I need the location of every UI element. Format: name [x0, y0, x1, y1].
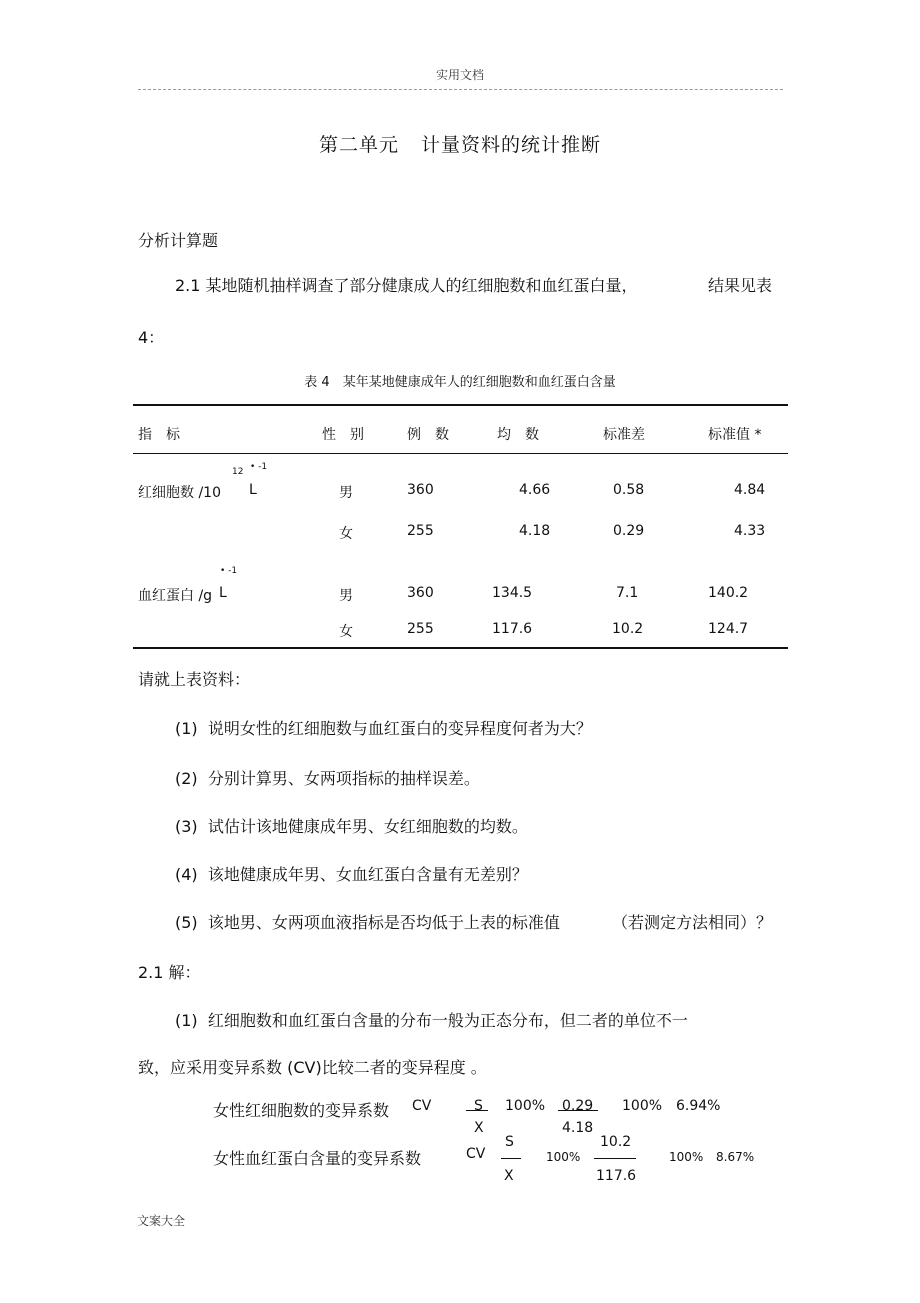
question-5-text: 该地男、女两项血液指标是否均低于上表的标准值: [207, 913, 560, 932]
title-unit: 第二单元: [318, 134, 399, 156]
row4-sex: 女: [339, 624, 353, 640]
hb-unit-superscript: • -1: [220, 566, 238, 576]
hb-label: 血红蛋白 /g: [138, 588, 213, 604]
formula2-pct1: 100%: [546, 1150, 581, 1164]
row3-n: 360: [407, 585, 434, 601]
question-5-note: （若测定方法相同）？: [612, 913, 773, 932]
hb-unit: L: [219, 585, 227, 601]
solution-1-line1: [175, 1008, 688, 1031]
formula2-label: 女性血红蛋白含量的变异系数: [213, 1149, 422, 1168]
row3-sex: 男: [339, 588, 353, 604]
question-1: [175, 716, 592, 739]
formula2-x: X: [504, 1168, 514, 1184]
row1-sex: 男: [339, 485, 353, 501]
formula2-denominator: 117.6: [596, 1168, 637, 1184]
col-header-count: 例 数: [407, 427, 449, 443]
row4-mean: 117.6: [492, 621, 533, 637]
col-header-mean: 均 数: [497, 427, 539, 443]
question-3-text: 试估计该地健康成年男、女红细胞数的均数。: [207, 817, 528, 836]
formula1-numerator: 0.29: [562, 1098, 594, 1114]
table-top-rule: [133, 404, 788, 406]
row2-n: 255: [407, 523, 434, 539]
page-header: 实用文档: [435, 68, 484, 82]
formula1-cv: CV: [412, 1098, 432, 1114]
col-header-indicator: 指 标: [138, 427, 180, 443]
question-4-text: 该地健康成年男、女血红蛋白含量有无差别？: [207, 865, 528, 884]
formula2-cv: CV: [466, 1146, 486, 1162]
rbc-label: 红细胞数 /10: [138, 485, 221, 501]
formula2-frac-bar-1: [501, 1158, 521, 1159]
table-caption: 表 4 某年某地健康成年人的红细胞数和血红蛋白含量: [304, 375, 616, 390]
header-divider: [138, 89, 783, 90]
question-3: [175, 814, 528, 837]
question-1-num: (1): [175, 719, 198, 738]
row3-std: 140.2: [708, 585, 749, 601]
rbc-exponent: 12: [232, 467, 244, 477]
question-1-text: 说明女性的红细胞数与血红蛋白的变异程度何者为大？: [207, 719, 592, 738]
formula1-pct1: 100%: [505, 1098, 546, 1114]
formula1-x: X: [474, 1120, 484, 1136]
row3-mean: 134.5: [492, 585, 533, 601]
formula1-s: S: [474, 1098, 483, 1114]
formula1-result: 6.94%: [676, 1098, 721, 1114]
question-2-num: (2): [175, 769, 198, 788]
row2-mean: 4.18: [519, 523, 551, 539]
title-topic: 计量资料的统计推断: [421, 134, 602, 156]
row3-sd: 7.1: [616, 585, 639, 601]
formula1-frac-bar-2: [558, 1110, 598, 1111]
solution-1-num: (1): [175, 1011, 198, 1030]
formula1-label: 女性红细胞数的变异系数: [213, 1101, 390, 1120]
row2-std: 4.33: [734, 523, 766, 539]
question-2: [175, 766, 480, 789]
row1-sd: 0.58: [613, 482, 645, 498]
row1-mean: 4.66: [519, 482, 551, 498]
table-header-rule: [133, 453, 788, 454]
row1-n: 360: [407, 482, 434, 498]
col-header-standard: 标准值 *: [708, 427, 762, 443]
formula2-frac-bar-2: [594, 1158, 636, 1159]
solution-1-line2: 致，应采用变异系数 (CV)比较二者的变异程度 。: [138, 1058, 487, 1077]
question-5: [175, 910, 560, 933]
question-2-text: 分别计算男、女两项指标的抽样误差。: [207, 769, 480, 788]
solution-heading: 2.1 解：: [138, 963, 201, 982]
formula2-pct2: 100%: [669, 1150, 704, 1164]
page-footer: 文案大全: [137, 1214, 186, 1228]
question-4: [175, 862, 528, 885]
formula1-frac-bar-1: [466, 1110, 488, 1111]
row1-std: 4.84: [734, 482, 766, 498]
row2-sex: 女: [339, 526, 353, 542]
formula1-denominator: 4.18: [562, 1120, 594, 1136]
row4-sd: 10.2: [612, 621, 644, 637]
problem-line-1a: 2.1 某地随机抽样调查了部分健康成人的红细胞数和血红蛋白量，: [175, 276, 638, 295]
question-3-num: (3): [175, 817, 198, 836]
formula2-numerator: 10.2: [600, 1134, 632, 1150]
rbc-unit-superscript: • -1: [250, 462, 268, 472]
page-title: [0, 130, 920, 157]
rbc-unit: L: [249, 482, 257, 498]
question-4-num: (4): [175, 865, 198, 884]
formula1-pct2: 100%: [622, 1098, 663, 1114]
row4-std: 124.7: [708, 621, 749, 637]
formula2-result: 8.67%: [716, 1150, 755, 1164]
col-header-sd: 标准差: [603, 427, 645, 443]
col-header-sex: 性 别: [322, 427, 364, 443]
prompt-text: 请就上表资料：: [138, 670, 251, 689]
table-bottom-rule: [133, 647, 788, 649]
problem-line-1b: 结果见表: [708, 276, 773, 295]
solution-1-text: 红细胞数和血红蛋白含量的分布一般为正态分布，但二者的单位不一: [207, 1011, 688, 1030]
problem-line-2: 4：: [138, 328, 165, 347]
formula2-s: S: [505, 1134, 514, 1150]
row2-sd: 0.29: [613, 523, 645, 539]
question-5-num: (5): [175, 913, 198, 932]
section-heading: 分析计算题: [138, 231, 219, 250]
row4-n: 255: [407, 621, 434, 637]
